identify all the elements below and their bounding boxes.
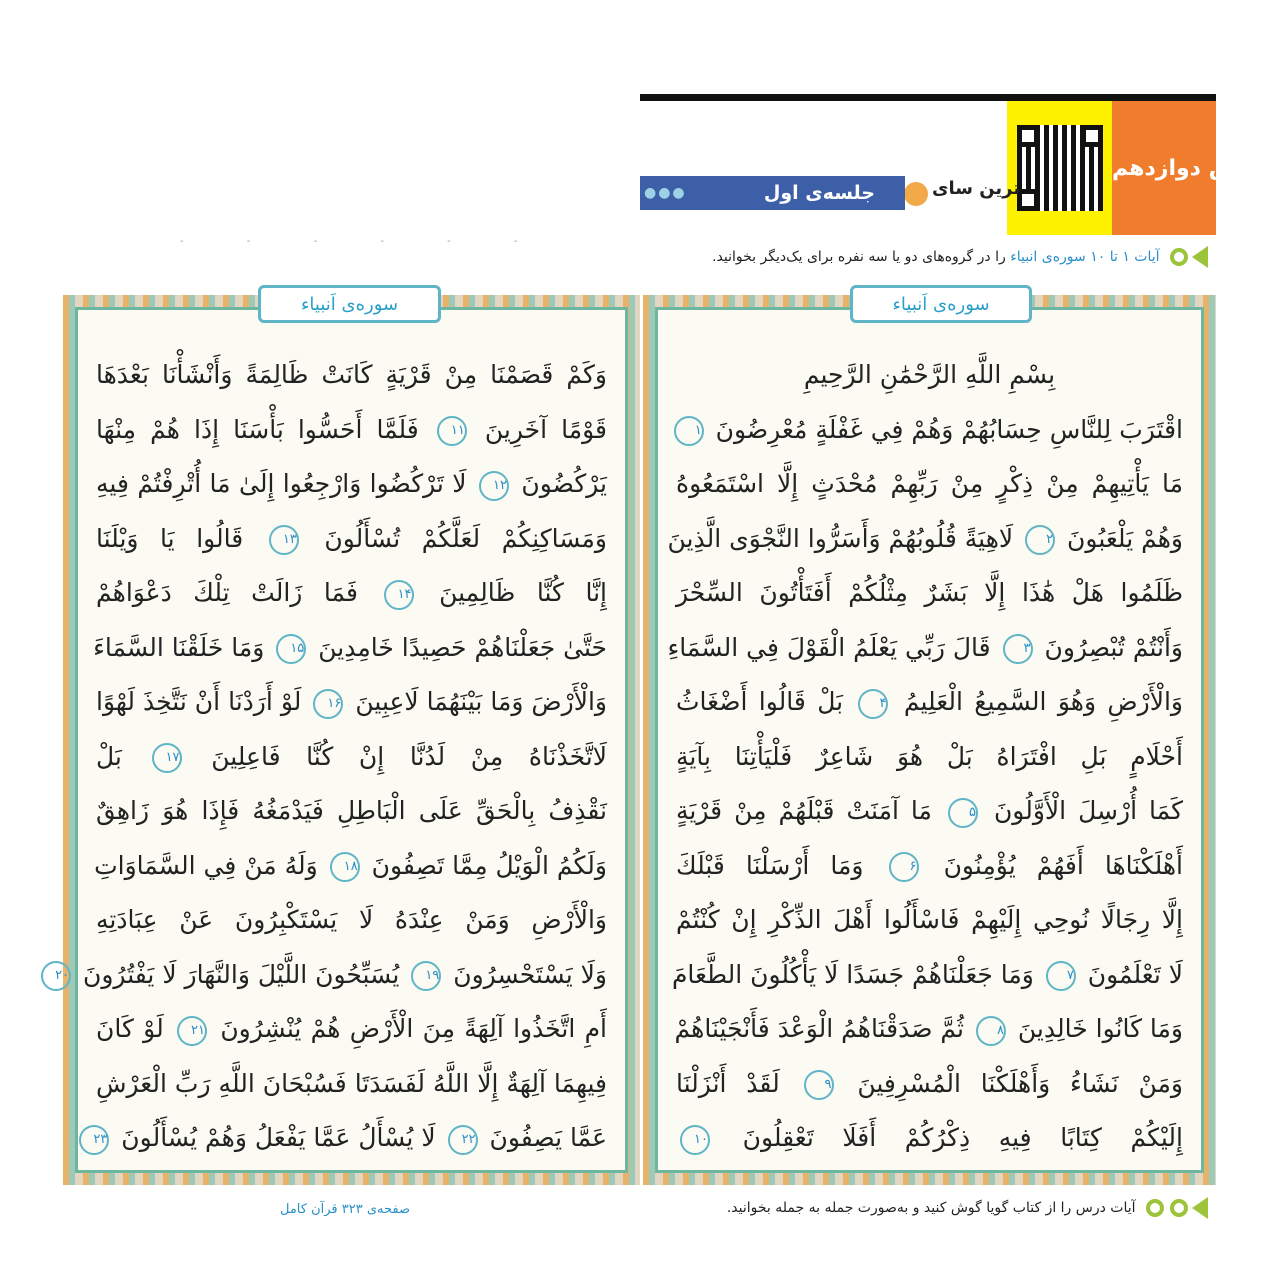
bottom-instruction-text: آیات درس را از کتاب گویا گوش کنید و به‌صورت جمله به جمله بخوانید.: [726, 1200, 1136, 1216]
verse-text: لَا تَعْلَمُونَ: [1079, 959, 1183, 989]
verse-line: [96, 839, 607, 894]
verse-text: لَقَدْ أَنْزَلْنَا: [676, 1068, 800, 1098]
verse-text: يُسَبِّحُونَ اللَّيْلَ وَالنَّهَارَ لَا يَفْتُرُونَ: [75, 959, 408, 989]
verse-line: [671, 948, 1183, 1003]
verse-text: لَا يُسْأَلُ عَمَّا يَفْعَلُ وَهُمْ يُسْأَلُونَ: [113, 1123, 444, 1152]
verse-text: وَالْأَرْضَ وَمَا بَيْنَهُمَا لَاعِبِينَ: [347, 687, 607, 716]
ayah-number-marker: ۷: [1046, 961, 1076, 991]
ayah-number-marker: ۱۶: [313, 689, 343, 719]
verse-text: أَهْلَكْنَاهَا أَفَهُمْ يُؤْمِنُونَ: [922, 850, 1184, 880]
qr-code-icon[interactable]: [1017, 125, 1103, 211]
verse-line: [676, 566, 1183, 621]
verse-text: قَالَ رَبِّي يَعْلَمُ الْقَوْلَ فِي السَّمَاءِ: [667, 632, 999, 662]
verse-line: [676, 675, 1183, 730]
verse-text: وَلَا يَسْتَحْسِرُونَ: [445, 959, 607, 989]
verse-line: [676, 1002, 1183, 1057]
verse-text: اقْتَرَبَ لِلنَّاسِ حِسَابُهُمْ وَهُمْ فِي غَفْلَةٍ مُعْرِضُونَ: [707, 414, 1183, 444]
verse-text: لَوْ كَانَ: [96, 1014, 174, 1043]
verse-line: [676, 457, 1183, 512]
verse-line: [676, 1111, 1183, 1166]
ayah-number-marker: ۳: [1003, 634, 1033, 664]
verse-text: يَرْكُضُونَ: [512, 469, 607, 498]
verse-text: بَلْ قَالُوا أَضْغَاثُ: [676, 687, 855, 716]
verse-text: وَمَا خَلَقْنَا السَّمَاءَ: [93, 632, 273, 662]
verse-line: [96, 566, 607, 621]
verse-text: وَمَا كَانُوا خَالِدِينَ: [1009, 1014, 1183, 1043]
verse-text: لَاهِيَةً قُلُوبُهُمْ وَأَسَرُّوا النَّجْوَى الَّذِينَ: [667, 523, 1022, 553]
session-dots-icon: ●●●: [644, 185, 687, 201]
verse-text: وَمَا أَرْسَلْنَا قَبْلَكَ: [676, 850, 885, 880]
instruction: [712, 246, 1208, 268]
verse-text: وَمَا جَعَلْنَاهُمْ جَسَدًا لَا يَأْكُلُونَ الطَّعَامَ: [671, 959, 1042, 989]
verse-text: وَالْأَرْضِ وَمَنْ عِنْدَهُ لَا يَسْتَكْبِرُونَ عَنْ عِبَادَتِهِ: [96, 905, 607, 934]
verse-line: [96, 675, 607, 730]
verse-line: [676, 1057, 1183, 1112]
verse-text: وَالْأَرْضِ وَهُوَ السَّمِيعُ الْعَلِيمُ: [892, 687, 1183, 716]
verse-line: [676, 839, 1183, 894]
verse-text: فَمَا زَالَتْ تِلْكَ دَعْوَاهُمْ: [96, 578, 380, 607]
ayah-number-marker: ۲۰: [41, 961, 71, 991]
verse-text: قَوْمًا آخَرِينَ: [470, 414, 608, 444]
ayah-number-marker: ۲۳: [79, 1125, 109, 1155]
bottom-instruction: [727, 1197, 1208, 1219]
verse-text: بَلْ: [96, 741, 148, 771]
session-bar: [640, 176, 905, 210]
faint-header-marks: - - - - - -: [180, 236, 548, 247]
page-footer: صفحه‌ی ۳۲۳ قرآن کامل: [280, 1202, 411, 1217]
verse-text: وَأَنْتُمْ تُبْصِرُونَ: [1036, 632, 1183, 662]
ayah-number-marker: ۱۱: [437, 416, 467, 446]
circle-icon: [1170, 248, 1188, 266]
verse-text: قَالُوا يَا وَيْلَنَا: [96, 523, 265, 553]
verse-text: وَمَنْ نَشَاءُ وَأَهْلَكْنَا الْمُسْرِفِينَ: [837, 1068, 1184, 1098]
verse-line: [96, 1002, 607, 1057]
verse-line: [93, 1111, 607, 1166]
verse-line: [667, 512, 1183, 567]
triangle-icon: [1192, 1197, 1208, 1219]
verse-text: وَمَسَاكِنِكُمْ لَعَلَّكُمْ تُسْأَلُونَ: [302, 523, 607, 553]
subtitle: ترین سای: [932, 178, 1021, 199]
ayah-number-marker: ۱۲: [479, 471, 509, 501]
ayah-number-marker: ۲: [1025, 525, 1055, 555]
verse-text: لَاتَّخَذْنَاهُ مِنْ لَدُنَّا إِنْ كُنَّا فَاعِلِينَ: [185, 741, 607, 771]
triangle-icon: [1192, 246, 1208, 268]
qr-code-box: [1007, 101, 1112, 235]
verse-text: ثُمَّ صَدَقْنَاهُمُ الْوَعْدَ فَأَنْجَيْنَاهُمْ: [674, 1014, 972, 1043]
verse-line: [676, 730, 1183, 785]
verse-text: وَلَهُ مَنْ فِي السَّمَاوَاتِ: [94, 850, 326, 880]
verse-line: [96, 1057, 607, 1112]
verse-line: [93, 621, 607, 676]
instruction-highlight: آیات ۱ تا ۱۰ سوره‌ی انبیاء: [1010, 249, 1160, 265]
left-page-frame: [55, 295, 640, 1185]
verse-text: إِلَيْكُمْ كِتَابًا فِيهِ ذِكْرُكُمْ أَفَلَا تَعْقِلُونَ: [714, 1123, 1183, 1152]
verse-text: لَوْ أَرَدْنَا أَنْ نَتَّخِذَ لَهْوًا: [96, 687, 310, 716]
verse-text: حَتَّىٰ جَعَلْنَاهُمْ حَصِيدًا خَامِدِينَ: [310, 632, 607, 662]
top-rule: [640, 94, 1216, 101]
verse-text: كَمَا أُرْسِلَ الْأَوَّلُونَ: [981, 796, 1183, 825]
right-page-frame: [643, 295, 1216, 1185]
verse-text: فِيهِمَا آلِهَةٌ إِلَّا اللَّهُ لَفَسَدَتَا فَسُبْحَانَ اللَّهِ رَبِّ الْعَرْشِ: [96, 1068, 607, 1098]
verse-line: [676, 784, 1183, 839]
ayah-number-marker: ۱: [674, 416, 704, 446]
ayah-number-marker: ۸: [976, 1016, 1006, 1046]
verse-line: [676, 403, 1183, 458]
right-surah-title: سوره‌ی اَنبیاء: [850, 285, 1032, 323]
verse-line: [96, 893, 607, 948]
verse-line: [96, 457, 607, 512]
verse-text: ظَلَمُوا هَلْ هَٰذَا إِلَّا بَشَرٌ مِثْلُكُمْ أَفَتَأْتُونَ السِّحْرَ: [676, 578, 1183, 607]
verse-text: وَكَمْ قَصَمْنَا مِنْ قَرْيَةٍ كَانَتْ ظَالِمَةً وَأَنْشَأْنَا بَعْدَهَا: [96, 360, 607, 389]
verse-text: لَا تَرْكُضُوا وَارْجِعُوا إِلَىٰ مَا أُتْرِفْتُمْ فِيهِ: [96, 469, 475, 498]
lesson-title: درس دوازدهم: [1112, 155, 1263, 181]
verse-line: [676, 893, 1183, 948]
left-page-text: [55, 348, 608, 1166]
verse-text: مَا يَأْتِيهِمْ مِنْ ذِكْرٍ مِنْ رَبِّهِمْ مُحْدَثٍ إِلَّا اسْتَمَعُوهُ: [676, 469, 1183, 498]
verse-line: [96, 512, 607, 567]
verse-text: وَهُمْ يَلْعَبُونَ: [1059, 523, 1183, 553]
ayah-number-marker: ۱۹: [411, 961, 441, 991]
circle-icon: [1170, 1199, 1188, 1217]
verse-text: إِلَّا رِجَالًا نُوحِي إِلَيْهِمْ فَاسْأَلُوا أَهْلَ الذِّكْرِ إِنْ كُنْتُمْ: [676, 905, 1183, 934]
verse-text: عَمَّا يَصِفُونَ: [481, 1123, 607, 1152]
verse-line: [96, 730, 607, 785]
instruction-text: را در گروه‌های دو یا سه نفره برای یک‌دیگر بخوانید.: [712, 249, 1011, 265]
verse-text: فَلَمَّا أَحَسُّوا بَأْسَنَا إِذَا هُمْ مِنْهَا: [96, 414, 433, 444]
right-page-text: [667, 348, 1184, 1166]
ayah-number-marker: ۱۰: [680, 1125, 710, 1155]
verse-line: [667, 621, 1183, 676]
verse-line: [676, 348, 1183, 403]
verse-line: [55, 948, 607, 1003]
ayah-number-marker: ۱۷: [152, 743, 182, 773]
verse-text: أَمِ اتَّخَذُوا آلِهَةً مِنَ الْأَرْضِ هُمْ يُنْشِرُونَ: [211, 1014, 607, 1043]
verse-text: بِسْمِ اللَّهِ الرَّحْمَٰنِ الرَّحِيمِ: [803, 360, 1056, 389]
ayah-number-marker: ۹: [804, 1070, 834, 1100]
orange-dot-icon: [904, 182, 928, 206]
ayah-number-marker: ۴: [858, 689, 888, 719]
session-label: جلسه‌ی اول: [763, 182, 875, 204]
verse-line: [96, 348, 607, 403]
verse-text: إِنَّا كُنَّا ظَالِمِينَ: [417, 578, 607, 607]
ayah-number-marker: ۱۴: [384, 580, 414, 610]
verse-text: مَا آمَنَتْ قَبْلَهُمْ مِنْ قَرْيَةٍ: [676, 796, 944, 825]
verse-text: نَقْذِفُ بِالْحَقِّ عَلَى الْبَاطِلِ فَيَدْمَغُهُ فَإِذَا هُوَ زَاهِقٌ: [96, 796, 607, 825]
circle-icon: [1146, 1199, 1164, 1217]
verse-text: أَحْلَامٍ بَلِ افْتَرَاهُ بَلْ هُوَ شَاعِرٌ فَلْيَأْتِنَا بِآيَةٍ: [676, 741, 1183, 771]
verse-text: وَلَكُمُ الْوَيْلُ مِمَّا تَصِفُونَ: [363, 850, 607, 880]
verse-line: [96, 784, 607, 839]
verse-line: [96, 403, 607, 458]
ayah-number-marker: ۱۵: [276, 634, 306, 664]
left-surah-title: سوره‌ی اَنبیاء: [258, 285, 441, 323]
ayah-number-marker: ۱۳: [269, 525, 299, 555]
ayah-number-marker: ۲۱: [177, 1016, 207, 1046]
ayah-number-marker: ۱۸: [330, 852, 360, 882]
ayah-number-marker: ۲۲: [448, 1125, 478, 1155]
ayah-number-marker: ۵: [948, 798, 978, 828]
lesson-title-box: [1112, 101, 1263, 235]
ayah-number-marker: ۶: [889, 852, 919, 882]
